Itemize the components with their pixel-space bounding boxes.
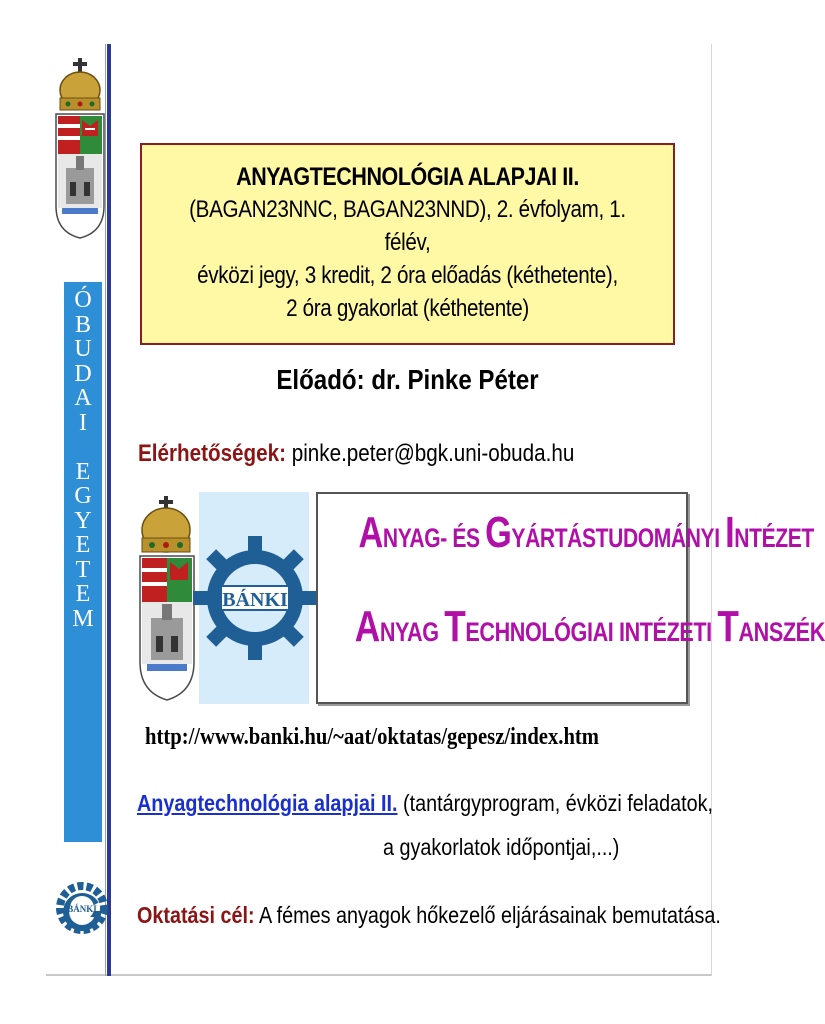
svg-text:BÁNKI: BÁNKI [222, 589, 288, 611]
course-credits-line: évközi jegy, 3 kredit, 2 óra előadás (kéthetente), [197, 262, 618, 289]
institute-name: ANYAG- ÉS GYÁRTÁSTUDOMÁNYI INTÉZET [358, 508, 814, 557]
course-url[interactable]: http://www.banki.hu/~aat/oktatas/gepesz/index.htm [145, 724, 599, 750]
contact-email[interactable]: pinke.peter@bgk.uni-obuda.hu [291, 440, 575, 467]
lecturer-name: Előadó: dr. Pinke Péter [276, 364, 539, 395]
course-materials-link[interactable]: Anyagtechnológia alapjai II. [137, 790, 398, 816]
course-practice-line: 2 óra gyakorlat (kéthetente) [286, 295, 529, 322]
banki-gear-icon [56, 868, 108, 948]
coat-of-arms-icon [140, 496, 194, 700]
sidebar-letter: Ó [74, 287, 92, 313]
sidebar-letter: I [79, 409, 87, 436]
institute-banner [316, 492, 825, 704]
sidebar-letter: T [75, 556, 91, 583]
course-title-box [140, 143, 675, 345]
sidebar-letter: D [74, 360, 92, 387]
university-logos [137, 492, 309, 704]
svg-text:BÁNKI: BÁNKI [67, 904, 97, 914]
course-codes-line: (BAGAN23NNC, BAGAN23NND), 2. évfolyam, 1. félév, [189, 196, 626, 256]
sidebar-letter: U [74, 336, 92, 362]
sidebar-letter: Y [74, 507, 92, 534]
teaching-goal-label: Oktatási cél: [137, 902, 255, 928]
course-link-description: (tantárgyprogram, évközi feladatok, [402, 790, 714, 816]
sidebar-letter: E [75, 581, 91, 607]
sidebar-letter: E [75, 458, 91, 485]
course-link-line [137, 790, 713, 817]
sidebar-letter: M [72, 605, 94, 632]
department-name: ANYAG TECHNOLÓGIAI INTÉZETI TANSZÉK [354, 602, 825, 651]
teaching-goal [137, 902, 721, 929]
banki-gear-icon [193, 492, 317, 704]
sidebar-letter: A [74, 385, 92, 411]
teaching-goal-text: A fémes anyagok hőkezelő eljárásainak bemutatása. [259, 902, 721, 928]
sidebar-letter: E [75, 532, 91, 558]
course-title: ANYAGTECHNOLÓGIA ALAPJAI II. [236, 163, 579, 191]
course-link-description-cont: a gyakorlatok időpontjai,...) [383, 834, 620, 860]
university-name-bar [64, 282, 102, 842]
contacts-line [138, 440, 574, 468]
sidebar-letter: B [74, 311, 91, 338]
coat-of-arms-icon [52, 56, 108, 240]
sidebar-letter: G [74, 483, 92, 509]
contacts-label: Elérhetőségek: [138, 440, 286, 467]
